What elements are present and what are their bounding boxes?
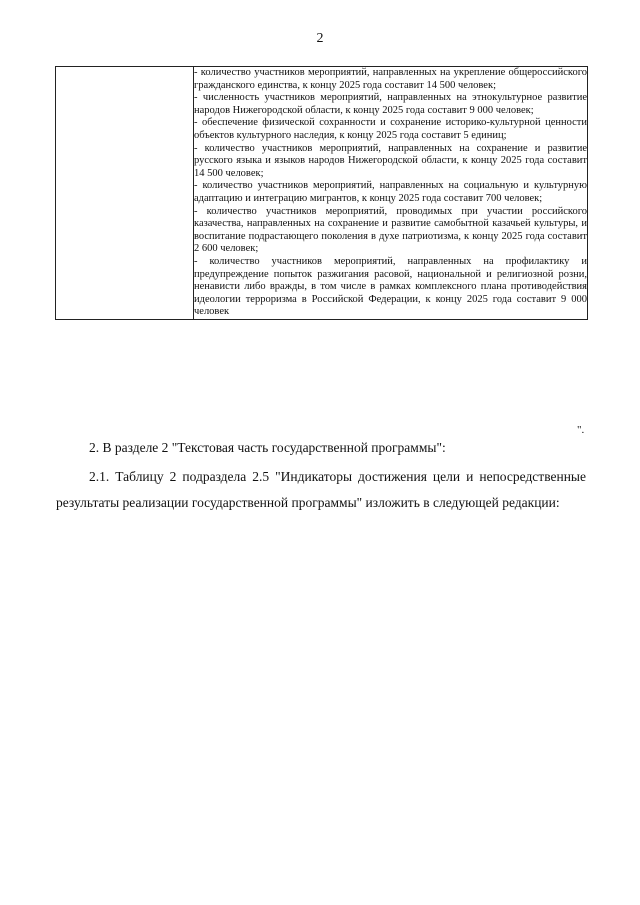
- list-item: - количество участников мероприятий, направленных на укрепление общероссийского гражданского единства, к концу 2025 года составит 14 500 человек;: [194, 67, 587, 91]
- subsection-paragraph: 2.1. Таблицу 2 подраздела 2.5 "Индикаторы достижения цели и непосредственные результаты реализации государственной программы" изложить в следующей редакции:: [56, 469, 586, 510]
- list-item: - численность участников мероприятий, направленных на этнокультурное развитие народов Нижегородской области, к концу 2025 года составит 9 000 человек;: [194, 92, 587, 116]
- table-left-cell: [56, 67, 194, 320]
- list-item: - количество участников мероприятий, направленных на профилактику и предупреждение попыток разжигания расовой, национальной и религиозной розни, ненависти либо вражды, в том числе в рамках комплексного плана противодействия идеологии терроризма в Российской Федерации, к концу 2025 года составит 9 000 человек: [194, 255, 587, 318]
- list-item: - количество участников мероприятий, направленных на социальную и культурную адаптацию и интеграцию мигрантов, к концу 2025 года составит 700 человек;: [194, 180, 587, 204]
- program-table: [55, 66, 588, 320]
- list-item: - количество участников мероприятий, проводимых при участии российского казачества, направленных на сохранение и развитие самобытной казачьей культуры, и воспитание подрастающего поколения в духе патриотизма, к концу 2025 года составит 2 600 человек;: [194, 205, 587, 255]
- table-row: [56, 67, 588, 320]
- list-item: - количество участников мероприятий, направленных на сохранение и развитие русского языка и языков народов Нижегородской области, к концу 2025 года составит 14 500 человек;: [194, 142, 587, 179]
- page-number: 2: [316, 31, 324, 46]
- list-item: - обеспечение физической сохранности и сохранение историко-культурной ценности объектов культурного наследия, к концу 2025 года составит 5 единиц;: [194, 117, 587, 141]
- section-paragraph: 2. В разделе 2 "Текстовая часть государственной программы":: [89, 440, 446, 455]
- program-table-grid: [55, 66, 588, 320]
- table-right-cell: [194, 67, 588, 320]
- closing-quote-mark: ".: [577, 424, 585, 436]
